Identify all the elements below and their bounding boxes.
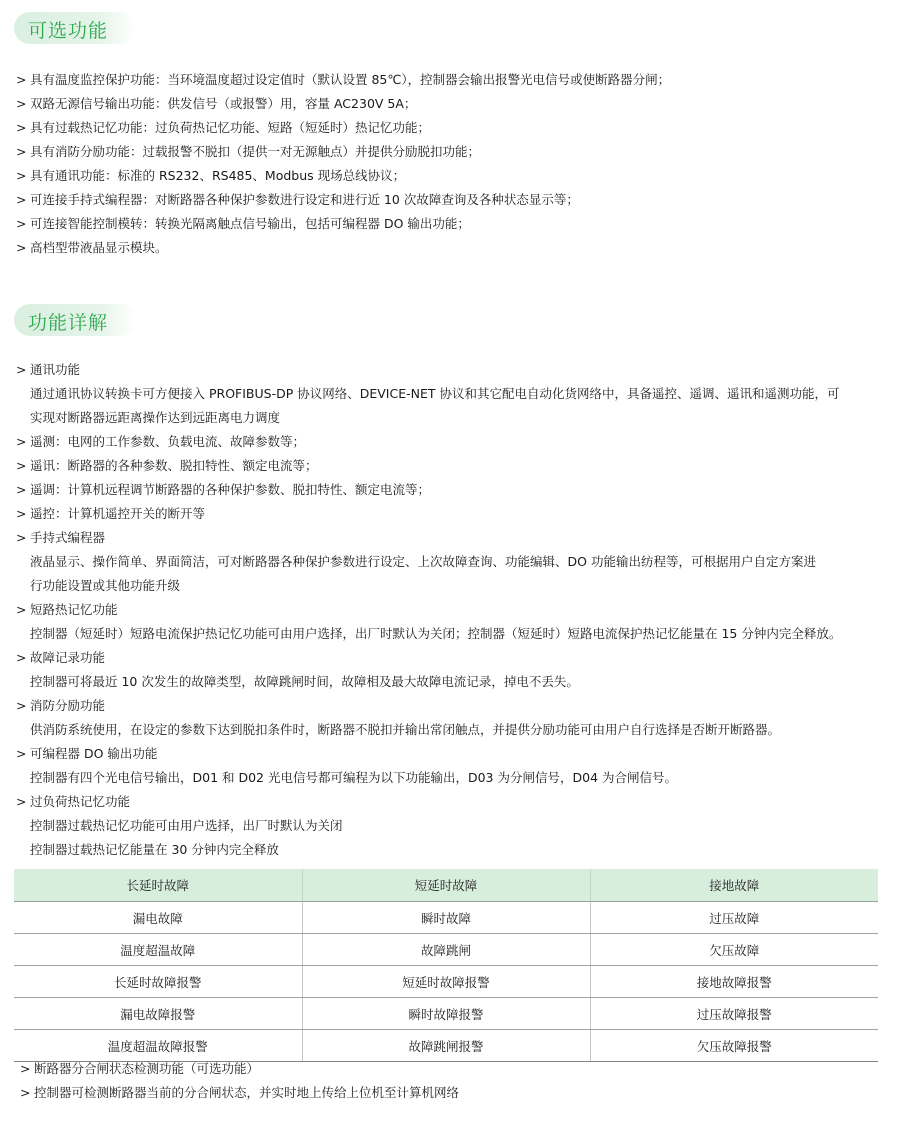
table-row [14, 966, 878, 998]
list-item: > 双路无源信号输出功能：供发信号（或报警）用，容量 AC230V 5A； [16, 96, 417, 111]
table-cell: 漏电故障 [14, 902, 302, 934]
list-item: > 遥讯：断路器的各种参数、脱扣特性、额定电流等； [16, 458, 318, 473]
detail-text: 控制器（短延时）短路电流保护热记忆功能可由用户选择，出厂时默认为关闭；控制器（短延时）短路电流保护热记忆能量在 15 分钟内完全释放。 [30, 626, 842, 641]
table-cell: 欠压故障报警 [590, 1030, 878, 1062]
fault-table [14, 869, 878, 1062]
table-cell: 过压故障 [590, 902, 878, 934]
table-cell: 短延时故障报警 [302, 966, 590, 998]
section-title-details: 功能详解 [28, 312, 109, 334]
list-item: > 可连接智能控制模转：转换光隔离触点信号输出，包括可编程器 DO 输出功能； [16, 216, 470, 231]
detail-heading: > 消防分励功能 [16, 698, 106, 713]
detail-heading: > 手持式编程器 [16, 530, 106, 545]
table-row [14, 998, 878, 1030]
detail-text: 控制器有四个光电信号输出，D01 和 D02 光电信号都可编程为以下功能输出，D03 为分闸信号，D04 为合闸信号。 [30, 770, 677, 785]
list-item: > 遥测：电网的工作参数、负载电流、故障参数等； [16, 434, 306, 449]
section-tab-details [14, 304, 136, 336]
list-item: > 具有通讯功能：标准的 RS232、RS485、Modbus 现场总线协议； [16, 168, 406, 183]
list-item: > 具有温度监控保护功能：当环境温度超过设定值时（默认设置 85℃），控制器会输出报警光电信号或使断路器分闸； [16, 72, 671, 87]
table-header-cell: 长延时故障 [14, 869, 302, 902]
table-row [14, 902, 878, 934]
detail-text: 控制器可将最近 10 次发生的故障类型，故障跳闸时间，故障相及最大故障电流记录，掉电不丢失。 [30, 674, 579, 689]
detail-text: 液晶显示、操作简单、界面简洁，可对断路器各种保护参数进行设定、上次故障查询、功能编辑、DO 功能输出纺程等，可根据用户自定方案进 [30, 554, 816, 569]
table-cell: 温度超温故障 [14, 934, 302, 966]
table-header-cell: 短延时故障 [302, 869, 590, 902]
detail-text: 控制器过载热记忆功能可由用户选择，出厂时默认为关闭 [30, 818, 343, 833]
list-item: > 遥控：计算机遥控开关的断开等 [16, 506, 206, 521]
table-cell: 瞬时故障 [302, 902, 590, 934]
detail-text: 控制器过载热记忆能量在 30 分钟内完全释放 [30, 842, 279, 857]
list-item: > 具有消防分励功能：过载报警不脱扣（提供一对无源触点）并提供分励脱扣功能； [16, 144, 481, 159]
list-item: > 具有过载热记忆功能：过负荷热记忆功能、短路（短延时）热记忆功能； [16, 120, 431, 135]
table-header-row [14, 869, 878, 902]
footer-line: > 控制器可检测断路器当前的分合闸状态，并实时地上传给上位机至计算机网络 [20, 1085, 460, 1100]
table-cell: 故障跳闸 [302, 934, 590, 966]
detail-heading: > 短路热记忆功能 [16, 602, 118, 617]
table-cell: 欠压故障 [590, 934, 878, 966]
footer-line: > 断路器分合闸状态检测功能（可选功能） [20, 1061, 260, 1076]
table-row [14, 934, 878, 966]
detail-heading: > 过负荷热记忆功能 [16, 794, 131, 809]
table-header-cell: 接地故障 [590, 869, 878, 902]
detail-text: 行功能设置或其他功能升级 [30, 578, 181, 593]
detail-heading: > 可编程器 DO 输出功能 [16, 746, 158, 761]
table-cell: 故障跳闸报警 [302, 1030, 590, 1062]
table-cell: 长延时故障报警 [14, 966, 302, 998]
list-item: > 高档型带液晶显示模块。 [16, 240, 168, 255]
table-cell: 温度超温故障报警 [14, 1030, 302, 1062]
table-row [14, 1030, 878, 1062]
table-cell: 瞬时故障报警 [302, 998, 590, 1030]
section-title-optional: 可选功能 [28, 20, 109, 42]
list-item: > 遥调：计算机远程调节断路器的各种保护参数、脱扣特性、额定电流等； [16, 482, 431, 497]
table-cell: 漏电故障报警 [14, 998, 302, 1030]
detail-text: 通过通讯协议转换卡可方便接入 PROFIBUS-DP 协议网络、DEVICE-NET 协议和其它配电自动化货网络中，具备遥控、遥调、遥讯和遥测功能，可 [30, 386, 840, 401]
detail-text: 实现对断路器远距离操作达到远距离电力调度 [30, 410, 281, 425]
section-tab-optional [14, 12, 136, 44]
table-cell: 过压故障报警 [590, 998, 878, 1030]
detail-heading: > 故障记录功能 [16, 650, 106, 665]
detail-text: 供消防系统使用，在设定的参数下达到脱扣条件时，断路器不脱扣并输出常闭触点，并提供分励功能可由用户自行选择是否断开断路器。 [30, 722, 781, 737]
table-cell: 接地故障报警 [590, 966, 878, 998]
list-item: > 可连接手持式编程器：对断路器各种保护参数进行设定和进行近 10 次故障查询及各种状态显示等； [16, 192, 579, 207]
detail-heading: > 通讯功能 [16, 362, 81, 377]
